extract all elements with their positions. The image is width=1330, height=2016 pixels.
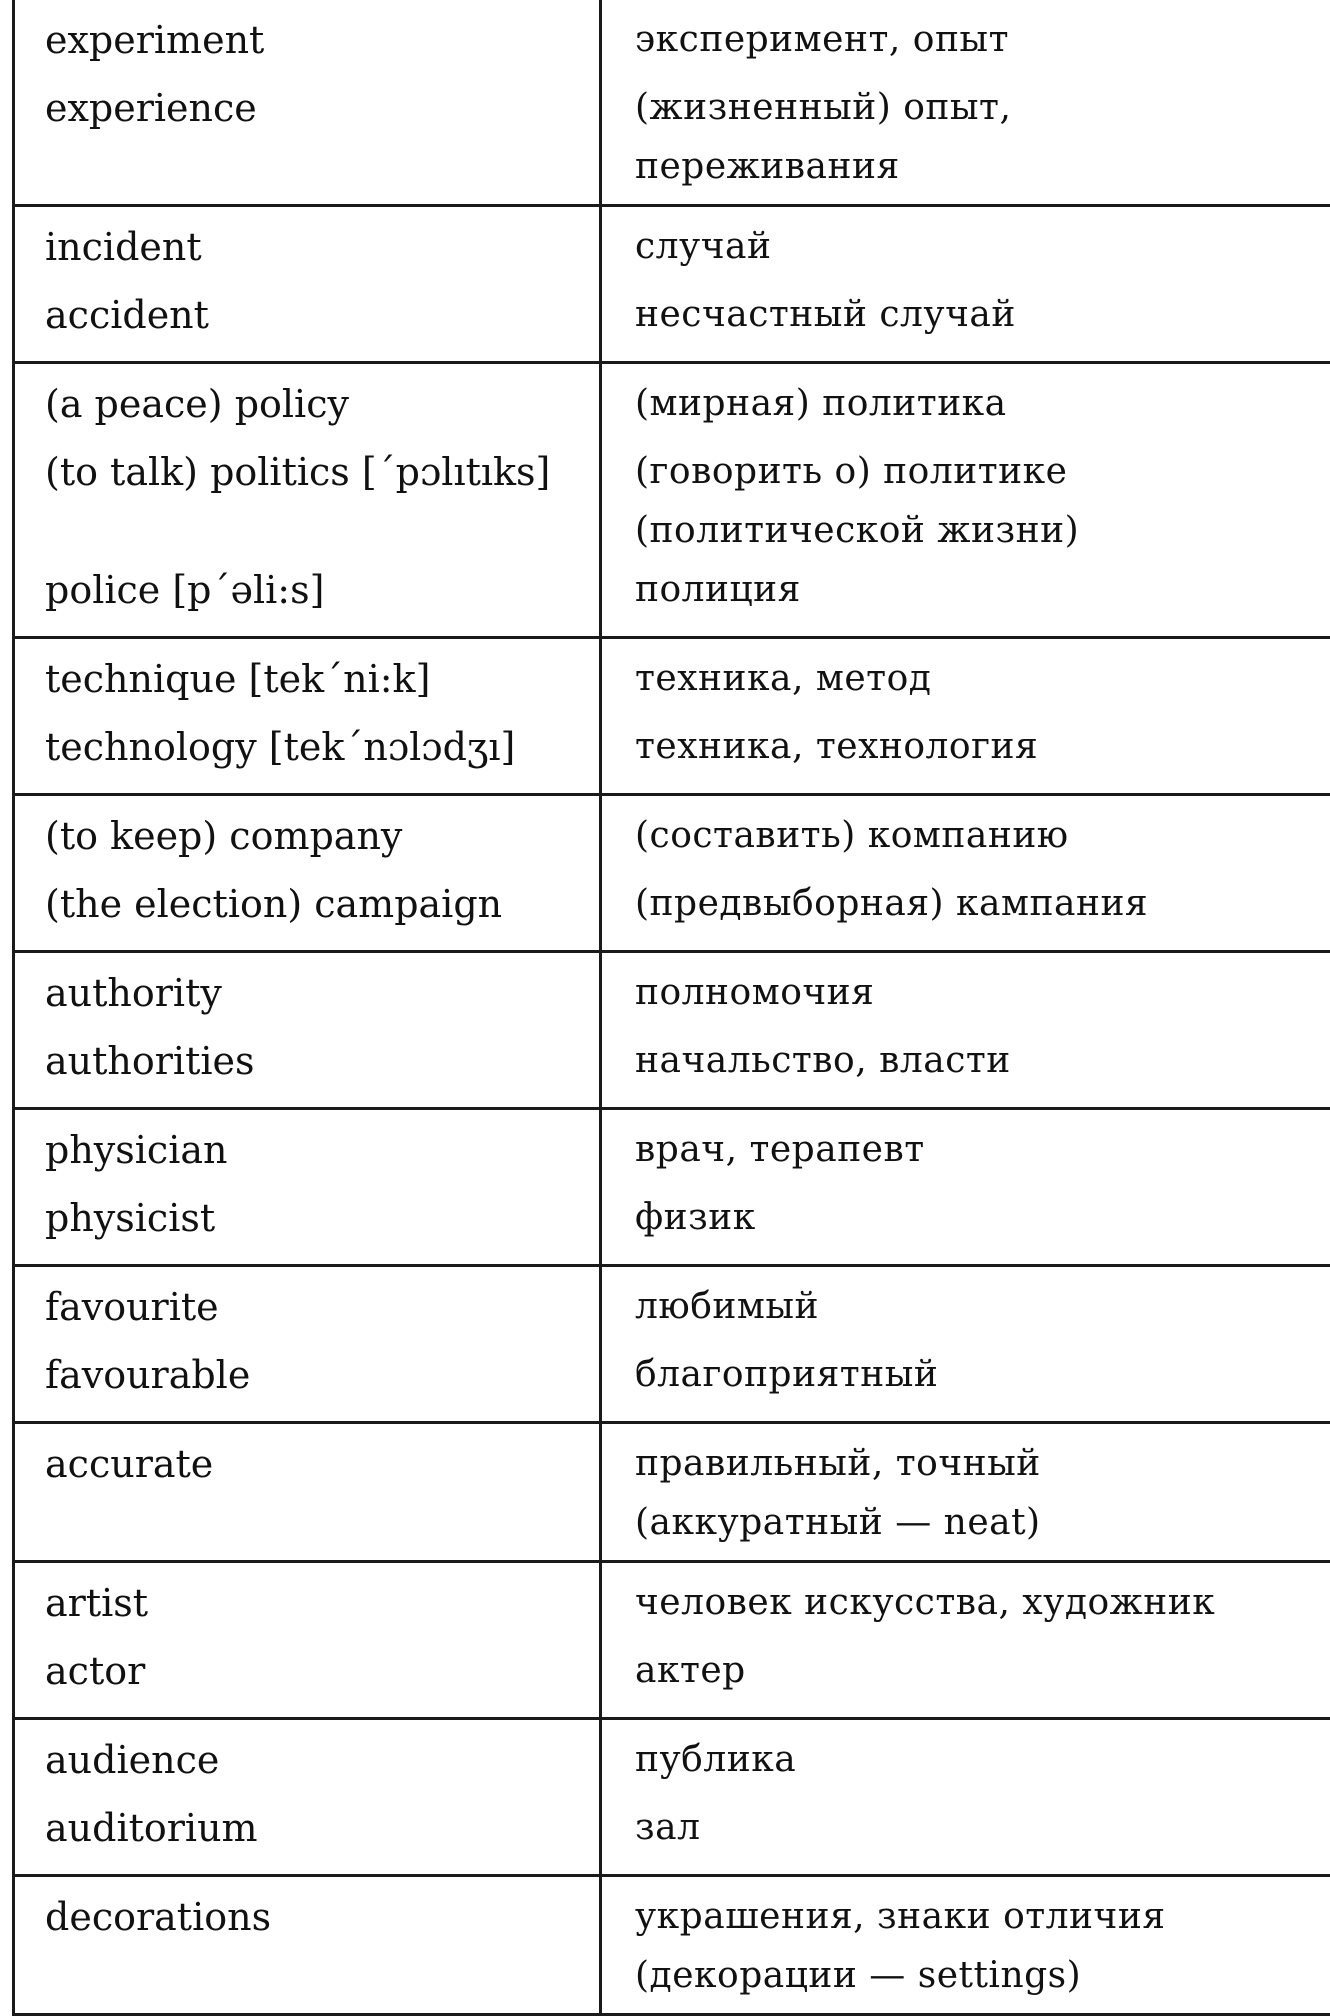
table-row: [14, 0, 1330, 206]
english-term: audience: [45, 1726, 589, 1794]
english-cell: [14, 952, 601, 1109]
english-term: physician: [45, 1116, 589, 1184]
russian-cell: [601, 795, 1330, 952]
english-term-spacer: [45, 506, 589, 556]
russian-translation: эксперимент, опыт: [635, 6, 1320, 74]
russian-translation: техника, метод: [635, 645, 1320, 713]
english-term: actor: [45, 1637, 589, 1705]
russian-cell: [601, 952, 1330, 1109]
english-term: police [p΄əli:s]: [45, 556, 589, 624]
table-row: [14, 1266, 1330, 1423]
russian-cell: [601, 1266, 1330, 1423]
vocabulary-sheet: [12, 0, 1330, 2016]
russian-cell: [601, 206, 1330, 363]
russian-translation: зал: [635, 1794, 1320, 1862]
russian-translation: украшения, знаки отличия: [635, 1883, 1320, 1951]
russian-translation: любимый: [635, 1273, 1320, 1341]
russian-translation: правильный, точный: [635, 1430, 1320, 1498]
english-term: auditorium: [45, 1794, 589, 1862]
vocabulary-table: [12, 0, 1330, 2016]
english-cell: [14, 638, 601, 795]
english-term: technology [tek΄nɔlɔdʒı]: [45, 713, 589, 781]
english-term: authorities: [45, 1027, 589, 1095]
russian-translation: (жизненный) опыт,: [635, 74, 1320, 142]
russian-translation: случай: [635, 213, 1320, 281]
table-row: [14, 1423, 1330, 1562]
russian-cell: [601, 1876, 1330, 2015]
english-term: physicist: [45, 1184, 589, 1252]
russian-translation: (предвыборная) кампания: [635, 870, 1320, 938]
english-term: accident: [45, 281, 589, 349]
table-row: [14, 952, 1330, 1109]
table-row: [14, 795, 1330, 952]
table-row: [14, 363, 1330, 638]
english-cell: [14, 1876, 601, 2015]
russian-cell: [601, 638, 1330, 795]
russian-translation: (мирная) политика: [635, 370, 1320, 438]
english-term: experiment: [45, 6, 589, 74]
russian-cell: [601, 363, 1330, 638]
english-cell: [14, 795, 601, 952]
table-row: [14, 1876, 1330, 2015]
table-row: [14, 638, 1330, 795]
english-term: decorations: [45, 1883, 589, 1951]
russian-translation: человек искусства, художник: [635, 1569, 1320, 1637]
english-term: (to keep) company: [45, 802, 589, 870]
english-cell: [14, 1266, 601, 1423]
english-term: (to talk) politics [΄pɔlıtıks]: [45, 438, 589, 506]
english-term: technique [tek΄ni:k]: [45, 645, 589, 713]
english-term: authority: [45, 959, 589, 1027]
english-term: incident: [45, 213, 589, 281]
russian-translation: благоприятный: [635, 1341, 1320, 1409]
english-cell: [14, 0, 601, 206]
english-term: favourable: [45, 1341, 589, 1409]
table-row: [14, 1719, 1330, 1876]
english-term: experience: [45, 74, 589, 142]
table-row: [14, 1109, 1330, 1266]
russian-translation: переживания: [635, 142, 1320, 192]
english-cell: [14, 1562, 601, 1719]
russian-translation: начальство, власти: [635, 1027, 1320, 1095]
russian-cell: [601, 0, 1330, 206]
russian-cell: [601, 1562, 1330, 1719]
russian-translation: (политической жизни): [635, 506, 1320, 556]
english-term: accurate: [45, 1430, 589, 1498]
russian-cell: [601, 1719, 1330, 1876]
table-row: [14, 1562, 1330, 1719]
russian-translation: физик: [635, 1184, 1320, 1252]
russian-translation: (составить) компанию: [635, 802, 1320, 870]
russian-translation: несчастный случай: [635, 281, 1320, 349]
russian-translation: (говорить о) политике: [635, 438, 1320, 506]
english-term: favourite: [45, 1273, 589, 1341]
english-cell: [14, 1719, 601, 1876]
russian-translation: врач, терапевт: [635, 1116, 1320, 1184]
table-row: [14, 206, 1330, 363]
russian-translation: полномочия: [635, 959, 1320, 1027]
russian-cell: [601, 1423, 1330, 1562]
english-term: (a peace) policy: [45, 370, 589, 438]
english-cell: [14, 363, 601, 638]
russian-translation: публика: [635, 1726, 1320, 1794]
russian-translation: (декорации — settings): [635, 1951, 1320, 2001]
russian-translation: актер: [635, 1637, 1320, 1705]
english-term: artist: [45, 1569, 589, 1637]
english-cell: [14, 1109, 601, 1266]
english-cell: [14, 206, 601, 363]
english-term: (the election) campaign: [45, 870, 589, 938]
russian-translation: полиция: [635, 556, 1320, 624]
english-cell: [14, 1423, 601, 1562]
russian-translation: (аккуратный — neat): [635, 1498, 1320, 1548]
russian-cell: [601, 1109, 1330, 1266]
russian-translation: техника, технология: [635, 713, 1320, 781]
